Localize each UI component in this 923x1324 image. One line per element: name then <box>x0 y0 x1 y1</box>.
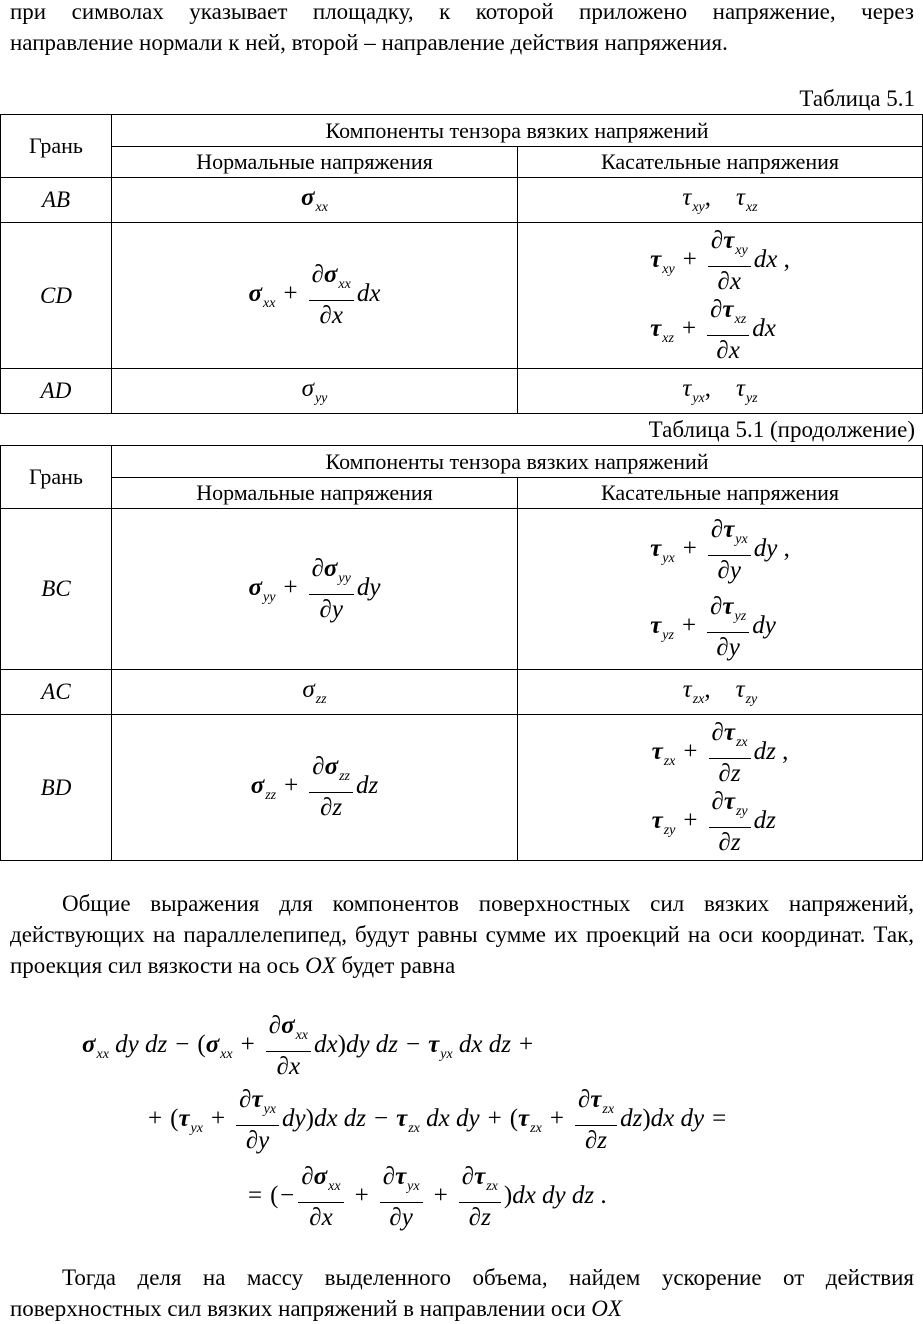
top-text-line2: направление нормали к ней, второй – направление действия напряжения. <box>10 30 728 55</box>
table2-caption: Таблица 5.1 (продолжение) <box>648 417 915 442</box>
table2-col-tangent: Касательные напряжения <box>518 478 923 509</box>
row-face: AC <box>1 670 112 715</box>
normal-stress-cell: $\sigma_{yy}$ + $\frac{\partial\sigma_{yy}}{\partial y}$ dy <box>112 509 518 670</box>
row-face: CD <box>1 223 112 369</box>
table2-col-face: Грань <box>1 446 112 509</box>
axis-label: OX <box>591 1296 622 1321</box>
row-face: BC <box>1 509 112 670</box>
tangent-stress-cell: $\tau_{zx}$, $\tau_{zy}$ <box>518 670 923 715</box>
table2-col-group: Компоненты тензора вязких напряжений <box>112 446 923 478</box>
tangent-stress-cell: $\tau_{xy}$, $\tau_{xz}$ <box>518 178 923 223</box>
normal-stress-cell: $\sigma_{zz}$ + $\frac{\partial\sigma_{zz}}{\partial z}$ dz <box>112 715 518 861</box>
normal-stress-cell: $\sigma_{zz}$ <box>112 670 518 715</box>
paragraph-1-tail: будет равна <box>335 953 456 978</box>
axis-label: OX <box>305 953 336 978</box>
paragraph-2-text: Тогда деля на массу выделенного объема, найдем ускорение от действия поверхностных сил вязких напряжений в направлении оси <box>10 1265 914 1321</box>
table-row <box>1 223 923 369</box>
normal-stress-cell: $\sigma_{yy}$ <box>112 369 518 414</box>
equation-line-1: $\sigma_{xx}$ dy dz − ($\sigma_{xx}$ + $\frac{\partial\sigma_{xx}}{\partial x}$ dx)dy dz − $\tau_{yx}$ dx dz + <box>82 1012 534 1080</box>
table-row <box>1 509 923 670</box>
table1-col-normal: Нормальные напряжения <box>112 147 518 178</box>
table-row <box>1 178 923 223</box>
normal-stress-cell: $\sigma_{xx}$ + $\frac{\partial\sigma_{xx}}{\partial x}$ dx <box>112 223 518 369</box>
table2-col-normal: Нормальные напряжения <box>112 478 518 509</box>
paragraph-1-text: Общие выражения для компонентов поверхностных сил вязких напряжений, действующих на параллелепипед, будут равны сумме их проекций на оси координат. Так, проекция сил вязкости на ось <box>10 891 914 978</box>
table1-col-tangent: Касательные напряжения <box>518 147 923 178</box>
top-text-line1: при символах указывает площадку, к которой приложено напряжение, через <box>10 0 914 24</box>
normal-stress-cell: $\sigma_{xx}$ <box>112 178 518 223</box>
table-row <box>1 670 923 715</box>
table1 <box>0 114 923 414</box>
table-row <box>1 369 923 414</box>
top-paragraph <box>10 0 914 58</box>
equation-line-3: = (− $\frac{\partial\sigma_{xx}}{\partial x}$ + $\frac{\partial\tau_{yx}}{\partial y}$ + $\frac{\partial\tau_{zx}}{\partial z}$ )dx dy dz . <box>248 1163 607 1231</box>
paragraph-2 <box>10 1262 914 1324</box>
table2 <box>0 445 923 861</box>
tangent-stress-cell: $\tau_{zx}$ + $\frac{\partial\tau_{zx}}{\partial z}$ dz , $\tau_{zy}$ + $\frac{\partial\tau_{zy}}{\partial z}$ dz <box>518 715 923 861</box>
tangent-stress-cell: $\tau_{xy}$ + $\frac{\partial\tau_{xy}}{\partial x}$ dx , $\tau_{xz}$ + $\frac{\partial\tau_{xz}}{\partial x}$ dx <box>518 223 923 369</box>
row-face: AB <box>1 178 112 223</box>
tangent-stress-cell: $\tau_{yx}$ + $\frac{\partial\tau_{yx}}{\partial y}$ dy , $\tau_{yz}$ + $\frac{\partial\tau_{yz}}{\partial y}$ dy <box>518 509 923 670</box>
table-row <box>1 715 923 861</box>
row-face: BD <box>1 715 112 861</box>
tangent-stress-cell: $\tau_{yx}$, $\tau_{yz}$ <box>518 369 923 414</box>
table1-col-group: Компоненты тензора вязких напряжений <box>112 115 923 147</box>
equation-line-2: + ($\tau_{yx}$ + $\frac{\partial\tau_{yx}}{\partial y}$ dy)dx dz − $\tau_{zx}$ dx dy + ($\tau_{zx}$ + $\frac{\partial\tau_{zx}}{\partial z}$ dz)dx dy = <box>148 1086 727 1154</box>
table1-caption: Таблица 5.1 <box>799 86 915 111</box>
row-face: AD <box>1 369 112 414</box>
paragraph-1 <box>10 888 914 981</box>
table1-col-face: Грань <box>1 115 112 178</box>
